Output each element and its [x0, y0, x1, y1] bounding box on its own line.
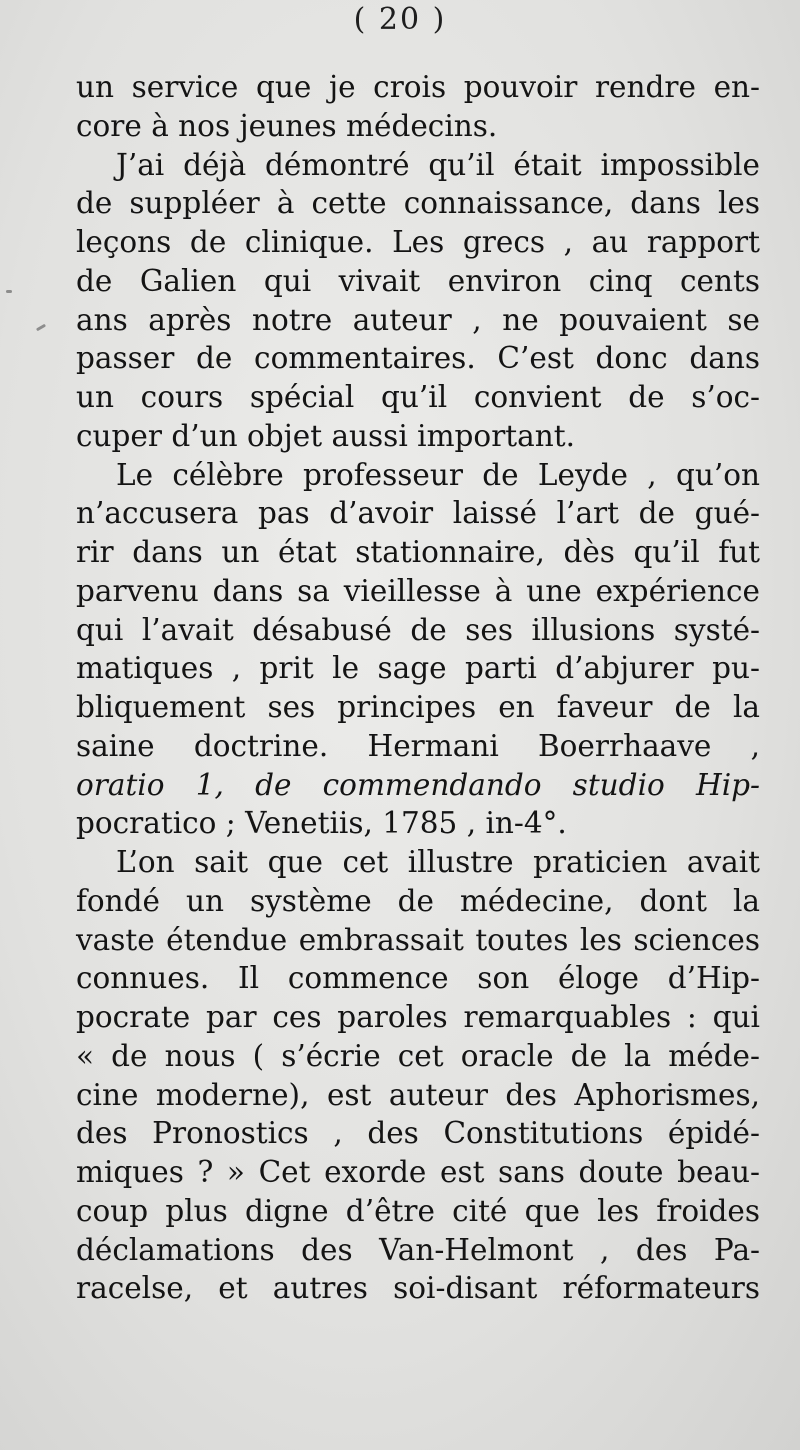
margin-speck: [6, 290, 12, 293]
text-line: matiques , prit le sage parti d’abjurer pu-: [76, 651, 760, 686]
page-number: ( 20 ): [353, 2, 447, 37]
text-line: coup plus digne d’être cité que les froides: [76, 1193, 760, 1228]
text-line: qui l’avait désabusé de ses illusions systé-: [76, 612, 760, 647]
text-line: fondé un système de médecine, dont la: [76, 883, 760, 918]
text-line: pocratico ; Venetiis, 1785 , in-4°.: [76, 806, 567, 841]
text-line: rir dans un état stationnaire, dès qu’il fut: [76, 535, 760, 569]
text-line: de suppléer à cette connaissance, dans les: [76, 186, 760, 221]
text-line: pocrate par ces paroles remarquables : qui: [76, 1000, 760, 1034]
text-line: parvenu dans sa vieillesse à une expérience: [76, 573, 760, 608]
text-line: core à nos jeunes médecins.: [76, 108, 498, 143]
text-line: « de nous ( s’écrie cet oracle de la méde-: [76, 1038, 760, 1073]
text-line: leçons de clinique. Les grecs , au rapport: [76, 225, 760, 259]
margin-speck: [36, 324, 46, 332]
text-line: oratio 1, de commendando studio Hip-: [76, 767, 760, 802]
text-line: miques ? » Cet exorde est sans doute beau-: [76, 1155, 760, 1189]
text-line: J’ai déjà démontré qu’il était impossible: [116, 147, 760, 182]
text-line: un service que je crois pouvoir rendre en-: [76, 70, 760, 104]
text-line: de Galien qui vivait environ cinq cents: [76, 263, 760, 298]
text-line: passer de commentaires. C’est donc dans: [76, 341, 760, 376]
text-line: L’on sait que cet illustre praticien avait: [116, 845, 760, 879]
text-line: saine doctrine. Hermani Boerrhaave ,: [76, 728, 760, 763]
text-line: cine moderne), est auteur des Aphorismes,: [76, 1077, 760, 1112]
text-line: vaste étendue embrassait toutes les sciences: [76, 922, 760, 957]
text-line: bliquement ses principes en faveur de la: [76, 690, 760, 724]
text-line: racelse, et autres soi-disant réformateurs: [76, 1271, 760, 1306]
text-line: ans après notre auteur , ne pouvaient se: [76, 302, 760, 337]
text-line: n’accusera pas d’avoir laissé l’art de gué-: [76, 496, 760, 531]
body-text: [76, 68, 760, 1308]
text-line: connues. Il commence son éloge d’Hip-: [76, 961, 760, 996]
text-line: cuper d’un objet aussi important.: [76, 418, 575, 453]
text-line: déclamations des Van-Helmont , des Pa-: [76, 1232, 760, 1267]
text-line: Le célèbre professeur de Leyde , qu’on: [116, 457, 760, 492]
text-line: des Pronostics , des Constitutions épidé-: [76, 1116, 760, 1151]
text-line: un cours spécial qu’il convient de s’oc-: [76, 380, 760, 414]
